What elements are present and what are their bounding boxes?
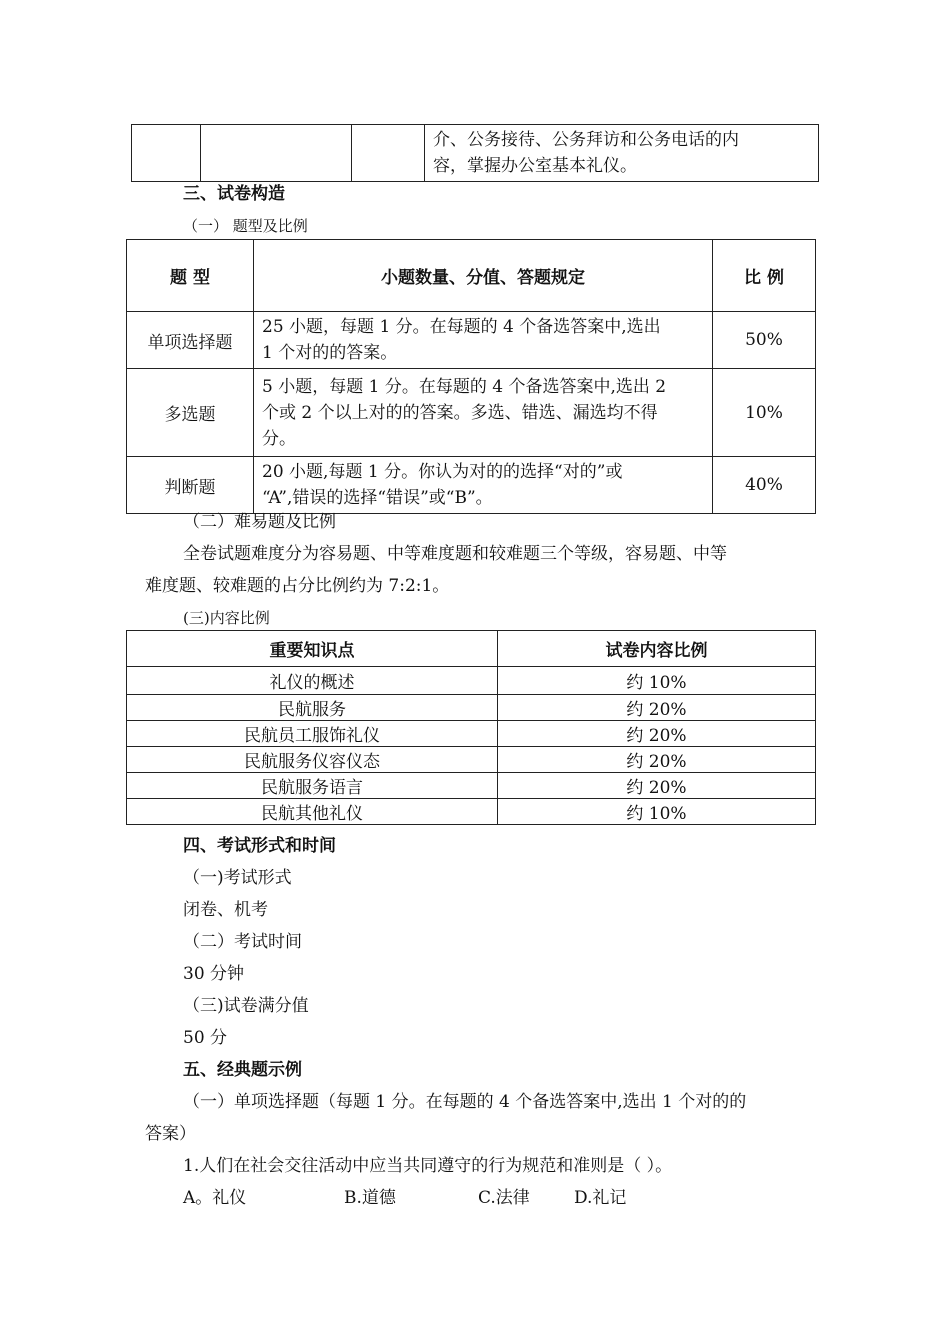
content-table-header: 重要知识点 xyxy=(127,631,498,667)
exam-score-label: （三)试卷满分值 xyxy=(183,996,309,1016)
type-table-header: 题 型 xyxy=(127,240,254,312)
table-row xyxy=(127,695,816,721)
table-row xyxy=(127,667,816,695)
ratio-cell: 约 20% xyxy=(498,747,816,773)
table-row xyxy=(127,457,816,514)
option-c: C.法律 xyxy=(478,1188,530,1208)
section5-sub1-line: （一）单项选择题（每题 1 分。在每题的 4 个备选答案中,选出 1 个对的的 xyxy=(183,1092,747,1112)
difficulty-text-line: 难度题、较难题的占分比例约为 7:2:1。 xyxy=(145,576,450,596)
exam-score-value: 50 分 xyxy=(183,1028,228,1048)
type-cell: 单项选择题 xyxy=(127,312,254,369)
section3-sub2-label: （二）难易题及比例 xyxy=(183,512,336,532)
difficulty-text-line: 全卷试题难度分为容易题、中等难度题和较难题三个等级，容易题、中等 xyxy=(183,544,727,564)
table-row xyxy=(127,773,816,799)
desc-line: 20 小题,每题 1 分。你认为对的的选择“对的”或 xyxy=(262,462,623,482)
desc-line: “A”,错误的选择“错误”或“B”。 xyxy=(262,488,493,508)
desc-cell xyxy=(254,457,713,514)
desc-line: 25 小题，每题 1 分。在每题的 4 个备选答案中,选出 xyxy=(262,317,661,337)
ratio-cell: 约 20% xyxy=(498,695,816,721)
continued-text-line: 容，掌握办公室基本礼仪。 xyxy=(433,156,637,176)
topic-cell: 民航员工服饰礼仪 xyxy=(127,721,498,747)
desc-line: 1 个对的的答案。 xyxy=(262,343,398,363)
section5-heading: 五、经典题示例 xyxy=(183,1060,302,1080)
section3-sub1-label: （一） 题型及比例 xyxy=(183,217,308,235)
content-table-header: 试卷内容比例 xyxy=(498,631,816,667)
ratio-cell: 约 10% xyxy=(498,799,816,825)
ratio-cell: 40% xyxy=(713,457,816,514)
continued-table xyxy=(131,124,819,182)
exam-form-value: 闭卷、机考 xyxy=(183,900,268,920)
desc-cell xyxy=(254,312,713,369)
continued-cell-1 xyxy=(132,125,201,182)
table-row xyxy=(127,747,816,773)
topic-cell: 民航服务仪容仪态 xyxy=(127,747,498,773)
exam-form-label: （一)考试形式 xyxy=(183,868,292,888)
continued-cell-4 xyxy=(425,125,819,182)
content-ratio-table xyxy=(126,630,816,825)
topic-cell: 民航其他礼仪 xyxy=(127,799,498,825)
type-table-header: 小题数量、分值、答题规定 xyxy=(254,240,713,312)
topic-cell: 礼仪的概述 xyxy=(127,667,498,695)
table-row xyxy=(127,721,816,747)
section3-heading: 三、试卷构造 xyxy=(183,184,285,204)
continued-cell-3 xyxy=(352,125,425,182)
desc-line: 分。 xyxy=(262,428,296,449)
type-cell: 多选题 xyxy=(127,369,254,457)
section5-sub1-line: 答案） xyxy=(145,1124,196,1144)
option-a: A。礼仪 xyxy=(183,1188,247,1208)
ratio-cell: 约 20% xyxy=(498,721,816,747)
continued-cell-2 xyxy=(201,125,352,182)
ratio-cell: 约 10% xyxy=(498,667,816,695)
question-type-table xyxy=(126,239,816,514)
desc-cell xyxy=(254,369,713,457)
topic-cell: 民航服务语言 xyxy=(127,773,498,799)
ratio-cell: 约 20% xyxy=(498,773,816,799)
table-row xyxy=(127,312,816,369)
desc-line: 5 小题，每题 1 分。在每题的 4 个备选答案中,选出 2 xyxy=(262,376,667,397)
exam-time-value: 30 分钟 xyxy=(183,964,245,984)
section4-heading: 四、考试形式和时间 xyxy=(183,836,336,856)
ratio-cell: 10% xyxy=(713,369,816,457)
type-cell: 判断题 xyxy=(127,457,254,514)
section3-sub3-label: (三)内容比例 xyxy=(183,609,270,627)
continued-text-line: 介、公务接待、公务拜访和公务电话的内 xyxy=(433,130,739,150)
option-b: B.道德 xyxy=(344,1188,396,1208)
desc-line: 个或 2 个以上对的的答案。多选、错选、漏选均不得 xyxy=(262,402,658,423)
option-d: D.礼记 xyxy=(574,1188,627,1208)
type-table-header: 比 例 xyxy=(713,240,816,312)
table-row xyxy=(127,799,816,825)
ratio-cell: 50% xyxy=(713,312,816,369)
exam-time-label: （二）考试时间 xyxy=(183,932,302,952)
question-text: 1.人们在社会交往活动中应当共同遵守的行为规范和准则是（ ）。 xyxy=(183,1156,673,1176)
table-row xyxy=(127,369,816,457)
topic-cell: 民航服务 xyxy=(127,695,498,721)
